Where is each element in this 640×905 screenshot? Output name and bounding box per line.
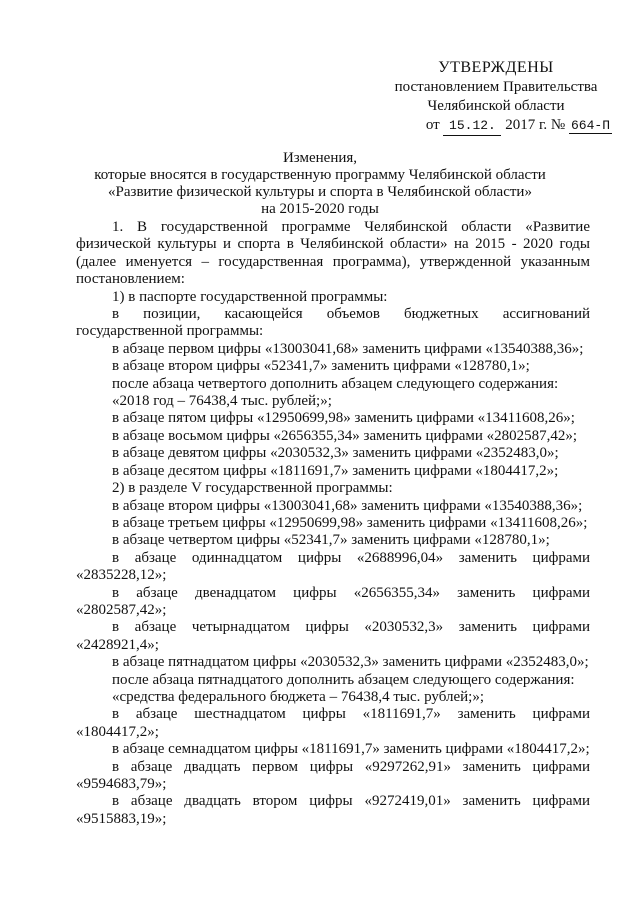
paragraph-18: в абзаце четырнадцатом цифры «2030532,3» заменить цифрами «2428921,4»;: [76, 619, 590, 653]
paragraph-1: 1. В государственной программе Челябинской области «Развитие физической культуры и спорта в Челябинской области» на 2015 - 2020 годы (далее именуется – государственная программа), утвержденной указанным постановлением:: [76, 219, 590, 288]
paragraph-2: 1) в паспорте государственной программы:: [112, 288, 388, 305]
paragraph-11: в абзаце десятом цифры «1811691,7» заменить цифрами «1804417,2»;: [112, 462, 559, 479]
paragraph-6: после абзаца четвертого дополнить абзацем следующего содержания:: [112, 375, 559, 392]
paragraph-22: в абзаце шестнадцатом цифры «1811691,7» заменить цифрами «1804417,2»;: [76, 706, 590, 740]
approval-date-line: [380, 116, 612, 136]
approval-title: УТВЕРЖДЕНЫ: [438, 59, 554, 76]
approval-stamp: [380, 58, 612, 136]
paragraph-8: в абзаце пятом цифры «12950699,98» заменить цифрами «13411608,26»;: [112, 410, 575, 427]
paragraph-7: «2018 год – 76438,4 тыс. рублей;»;: [112, 393, 332, 410]
paragraph-15: в абзаце четвертом цифры «52341,7» заменить цифрами «128780,1»;: [112, 532, 550, 549]
paragraph-12: 2) в разделе V государственной программы:: [112, 480, 393, 497]
document-heading: [80, 150, 560, 218]
paragraph-3: в позиции, касающейся объемов бюджетных ассигнований государственной программы:: [76, 306, 590, 340]
paragraph-17: в абзаце двенадцатом цифры «2656355,34» заменить цифрами «2802587,42»;: [76, 584, 590, 618]
paragraph-5: в абзаце втором цифры «52341,7» заменить цифрами «128780,1»;: [112, 358, 530, 375]
handwritten-date: 15.12.: [443, 116, 501, 136]
paragraph-24: в абзаце двадцать первом цифры «9297262,91» заменить цифрами «9594683,79»;: [76, 758, 590, 792]
paragraph-16: в абзаце одиннадцатом цифры «2688996,04» заменить цифрами «2835228,12»;: [76, 549, 590, 584]
heading-line-3: «Развитие физической культуры и спорта в Челябинской области»: [108, 184, 532, 200]
paragraph-10: в абзаце девятом цифры «2030532,3» заменить цифрами «2352483,0»;: [112, 445, 559, 462]
paragraph-14: в абзаце третьем цифры «12950699,98» заменить цифрами «13411608,26»;: [112, 514, 588, 531]
year-text: 2017 г. №: [505, 117, 566, 133]
paragraph-20: после абзаца пятнадцатого дополнить абзацем следующего содержания:: [112, 671, 575, 688]
heading-line-1: Изменения,: [282, 150, 358, 166]
paragraph-25: в абзаце двадцать втором цифры «9272419,01» заменить цифрами «9515883,19»;: [76, 793, 590, 827]
paragraph-4: в абзаце первом цифры «13003041,68» заменить цифрами «13540388,36»;: [112, 340, 584, 357]
paragraph-13: в абзаце втором цифры «13003041,68» заменить цифрами «13540388,36»;: [112, 497, 583, 514]
paragraph-21: «средства федерального бюджета – 76438,4 тыс. рублей;»;: [112, 688, 484, 705]
paragraph-23: в абзаце семнадцатом цифры «1811691,7» заменить цифрами «1804417,2»;: [112, 741, 590, 758]
paragraph-9: в абзаце восьмом цифры «2656355,34» заменить цифрами «2802587,42»;: [112, 427, 578, 444]
date-prefix: от: [425, 117, 440, 133]
document-body: [76, 219, 590, 828]
approval-line-2: Челябинской области: [427, 98, 565, 114]
paragraph-19: в абзаце пятнадцатом цифры «2030532,3» заменить цифрами «2352483,0»;: [112, 654, 589, 671]
approval-line-1: постановлением Правительства: [394, 79, 598, 95]
handwritten-number: 664-П: [570, 118, 610, 133]
heading-line-2: которые вносятся в государственную программу Челябинской области: [94, 167, 546, 183]
heading-line-4: на 2015-2020 годы: [261, 201, 379, 217]
